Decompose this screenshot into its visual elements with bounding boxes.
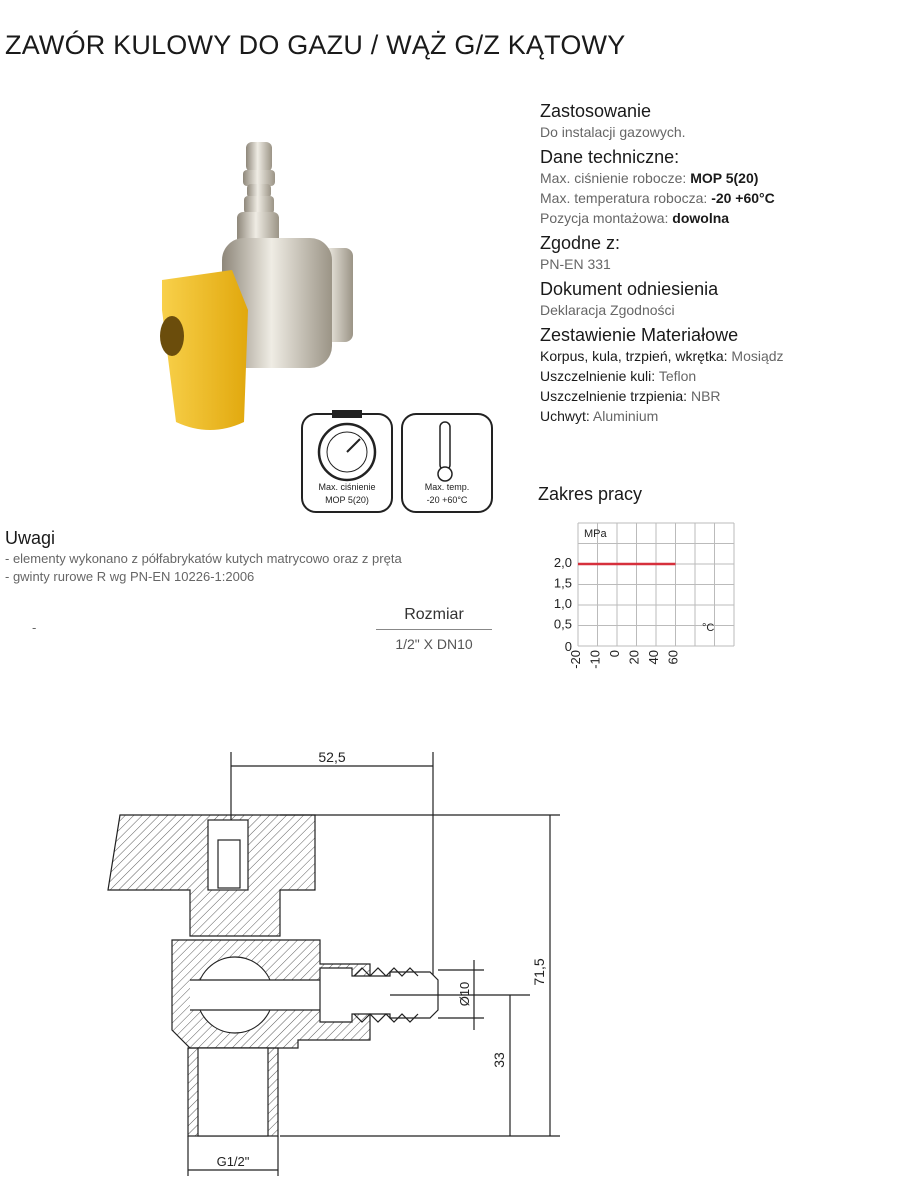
spec-zastosowanie: [540, 100, 910, 142]
temp-badge-line1: Max. temp.: [424, 482, 470, 492]
zastosowanie-text: Do instalacji gazowych.: [540, 124, 686, 140]
thermometer-icon: [438, 467, 452, 481]
dane-line: Max. ciśnienie robocze: MOP 5(20): [540, 170, 759, 186]
y-tick-label: 1,5: [553, 575, 572, 591]
dokument-heading: Dokument odniesienia: [540, 279, 719, 299]
spec-zgodne: [540, 232, 910, 274]
uwagi-line: - elementy wykonano z półfabrykatów kutych matrycowo oraz z pręta: [5, 551, 402, 566]
spec-panel: [540, 100, 910, 430]
rozmiar-divider: [376, 629, 492, 630]
x-tick-label: 60: [665, 650, 681, 665]
material-line: Uchwyt: Aluminium: [540, 408, 659, 424]
dim-height: 71,5: [531, 958, 547, 986]
working-range-chart: [540, 515, 760, 675]
dim-width: 52,5: [318, 749, 346, 765]
dane-line: Pozycja montażowa: dowolna: [540, 210, 730, 226]
dane-line: Max. temperatura robocza: -20 +60°C: [540, 190, 775, 206]
spec-materialy: [540, 324, 910, 426]
y-tick-label: 0: [564, 639, 572, 654]
temperature-badge: [402, 414, 492, 512]
pressure-badge: [302, 410, 392, 512]
dane-heading: Dane techniczne:: [540, 147, 680, 167]
y-tick-label: 1,0: [553, 596, 572, 611]
material-line: Korpus, kula, trzpień, wkrętka: Mosiądz: [540, 348, 784, 364]
uwagi-line: - gwinty rurowe R wg PN-EN 10226-1:2006: [5, 569, 255, 584]
dim-hose: Ø10: [457, 981, 472, 1007]
x-tick-label: 20: [626, 650, 642, 665]
product-photo: [140, 120, 400, 450]
y-tick-label: 2,0: [553, 555, 572, 570]
spec-dane: [540, 146, 910, 228]
uwagi-heading: Uwagi: [5, 528, 56, 548]
zgodne-text: PN-EN 331: [540, 256, 611, 272]
chart-title: Zakres pracy: [538, 484, 643, 504]
dokument-text: Deklaracja Zgodności: [540, 302, 675, 318]
y-tick-label: 0,5: [553, 616, 572, 632]
dim-thread: G1/2": [216, 1154, 250, 1169]
material-line: Uszczelnienie trzpienia: NBR: [540, 388, 721, 404]
x-tick-label: 0: [607, 650, 622, 658]
zgodne-heading: Zgodne z:: [540, 233, 621, 253]
rozmiar-heading: Rozmiar: [404, 606, 464, 623]
rozmiar-value: 1/2" X DN10: [395, 636, 473, 652]
materialy-heading: Zestawienie Materiałowe: [540, 325, 739, 345]
dim-lower: 33: [491, 1052, 507, 1068]
page-title: ZAWÓR KULOWY DO GAZU / WĄŻ G/Z KĄTOWY: [5, 30, 626, 60]
pressure-badge-line2: MOP 5(20): [325, 495, 369, 505]
temp-badge-line2: -20 +60°C: [426, 495, 468, 505]
uwagi-dash: -: [32, 620, 37, 635]
spec-dokument: [540, 278, 910, 320]
x-tick-label: -10: [587, 650, 603, 669]
technical-drawing: [90, 740, 570, 1180]
badges: [300, 410, 496, 516]
x-tick-label: -20: [568, 650, 583, 669]
pressure-badge-line1: Max. ciśnienie: [318, 482, 376, 492]
chart-ylabel: MPa: [584, 528, 607, 540]
x-tick-label: 40: [646, 650, 661, 665]
material-line: Uszczelnienie kuli: Teflon: [540, 368, 697, 384]
zastosowanie-heading: Zastosowanie: [540, 101, 652, 121]
chart-xlabel: °C: [702, 622, 715, 634]
